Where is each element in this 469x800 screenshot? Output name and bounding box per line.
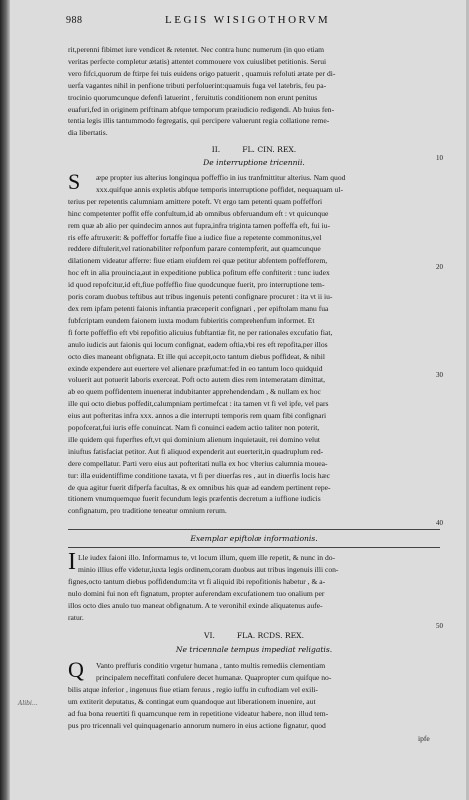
text-line: bilis atque inferior , ingenuus fiue etiam feruus , regio iuffu in cuftodiam vel exili-	[68, 684, 318, 694]
text-line: exinde expendere aut euertere vel alienare præfumat:fed in eo tantum loco quidquid	[68, 363, 323, 373]
margin-note: Alibi...	[18, 700, 38, 707]
drop-cap: S	[68, 169, 81, 194]
text-line: tentia legis illis tantummodo fegregatis, qui percipere valuerunt regia collatione reme-	[68, 116, 330, 126]
text-line: xxx.quifque annis expletis abfque temporis interruptione poffidet, nequaquam ul-	[96, 184, 344, 194]
text-line: dia libertatis.	[68, 128, 108, 138]
text-line: ratur.	[68, 612, 84, 622]
text-line: iniuftus fatisfaciat petitor. Aut fi aliquod expenderit aut euerterit,in quadruplum red-	[68, 446, 324, 456]
section-divider	[68, 529, 440, 530]
law-paragraph	[68, 169, 440, 517]
line-number: 20	[436, 263, 443, 271]
text-line: dilationem videatur afferre: fiue etiam eiufdem rei quæ petitur abfentem poffefforem,	[68, 256, 328, 266]
law-paragraph	[68, 657, 440, 731]
section-heading	[68, 631, 440, 640]
text-line: tur: illa euidentiffime conditione taxata, vt fi per diuerfas res , aut in diuerfis locis hæc	[68, 470, 330, 480]
text-line: fi forte poffeffio eft vbi repofitio alicuius fubftantiæ fit, ne per rationales excufatio fiat,	[68, 327, 333, 337]
text-line: euafuri,fed in originem priftinam abfque temporum præiudicio redigendi. Ab huius fen-	[68, 104, 335, 114]
text-line: poris coram duobus teftibus aut tribus ingenuis petenti confignare procuret : ita vt ii iu-	[68, 292, 333, 302]
text-line: principalem neceffitati confulere decet humanæ. Quapropter cum quifque no-	[96, 672, 332, 682]
text-line: fubfcriptam eundem faionem iuxta modum fubieritis comprehenfum informet. Et	[68, 315, 315, 325]
text-line: pus pro tricennali vel quinquagenario annorum numero in eius actione fignatur, quod	[68, 720, 326, 730]
running-head: LEGIS WISIGOTHORVM	[165, 14, 331, 26]
text-line: dere compellatur. Parti vero eius aut pofteritati nulla ex hoc vlterius calumnia mouea-	[68, 458, 328, 468]
law-number: VI.	[204, 631, 215, 640]
law-title: FL. CIN. REX.	[242, 145, 297, 154]
drop-cap: I	[68, 549, 76, 575]
text-line: minio illius effe videtur,iuxta legis ordinem,coram duobus aut tribus ingenuis illi con-	[78, 564, 339, 574]
text-line: trocinio quorumcunque defenfi latuerint , feruitutis conditionem non erunt penitus	[68, 92, 318, 102]
text-line: illos octo dies anulo tuo maneat obfignatum. A te veronihil exinde aliquatenus aufe-	[68, 600, 323, 610]
text-line: id quod repofcitur,id eft,fiue poffeffio fiue quodcunque fuerit, pro interruptione tem-	[68, 280, 325, 290]
text-line: hoc eft in alia prouincia,aut in expeditione publica pofitum effe conftiterit : tunc iudex	[68, 268, 330, 278]
section-subtitle: Ne tricennale tempus impediat religatis.	[175, 645, 333, 654]
book-page	[10, 0, 466, 800]
line-number: 30	[436, 371, 443, 379]
letter-paragraph	[68, 549, 440, 623]
text-line: dex rem ipfam petenti faionis inftantia præceperit confignari , per epiftolam manu fua	[68, 303, 329, 313]
catchword: ipfe	[418, 734, 430, 743]
text-line: anulo iudicis aut faionis qui locum confignat, eadem oftia,vbi res eft repofita,per illos	[68, 339, 328, 349]
text-line: octo dies maneant obfignata. Et ille qui accepit,octo tantum diebus poffideat, & nihil	[68, 351, 325, 361]
text-line: nulo domini fui non eft fignatum, propter auferendam excufationem tuo onalium per	[68, 588, 325, 598]
line-number: 40	[436, 519, 443, 527]
text-line: Lle iudex faioni illo. Informamus te, vt locum illum, quem ille repetit, & nunc in do-	[78, 553, 336, 562]
text-line: hinc competenter poffit effe confultum,id ab omnibus obferuandum eft : vt quicunque	[68, 208, 329, 218]
text-line: veritas perfecte completur ætatis) attentet commouere vox cuiuslibet petitionis. Serui	[68, 56, 327, 66]
text-line: reddere diftulerit,vel rationabiliter refponfum parare contempferit, aut quamcunque	[68, 244, 321, 254]
text-line: de qua agitur fuerit difperfa facultas, & ex omnibus his quæ ad eandem pertinent repe-	[68, 482, 331, 492]
text-line: æpe propter ius alterius longinqua poffeffio in ius tranfmittitur alterius. Nam quod	[96, 173, 346, 182]
text-line: rit,perenni fibimet iure vendicet & retentet. Nec contra hunc numerum (in quo etiam	[68, 45, 324, 54]
text-line: voluerit aut potuerit laboris exerceat. Poft octo autem dies rem intemeratam dimittat,	[68, 375, 326, 385]
law-title: FLA. RCDS. REX.	[236, 631, 304, 640]
text-line: ille qui octo diebus poffedit,calumpniam pertimefcat : ita tamen vt fi vel ipfe, vel pars	[68, 399, 329, 409]
text-line: popofcerat,fui iuris effe conuincat. Nam fi conuinci eadem actio taliter non poterit,	[68, 423, 320, 433]
line-number: 50	[436, 622, 443, 630]
text-line: ad fua bona reuertiti fi quamcunque rem in repetitione videatur habere, non illud tem-	[68, 708, 329, 718]
section-subtitle: Exemplar epiftolæ informationis.	[190, 534, 318, 543]
text-line: rem quæ ab alio per quindecim annos aut fupra,infra triginta tamen poffeffa eft, fui iu-	[68, 220, 331, 230]
text-line: ille quidem qui fuperftes eft,vt qui dominium alienum inquietauit, rei domino velut	[68, 434, 321, 444]
section-divider	[68, 547, 440, 548]
text-line: ris effe aftruxerit: & poffeffor fortaffe fiue a iudice fiue a repetente commonitus,vel	[68, 232, 322, 242]
line-number: 10	[436, 154, 443, 162]
text-line: confignatum, pro traditione teneatur omnium rerum.	[68, 506, 227, 516]
section-heading	[68, 145, 440, 154]
law-number: II.	[211, 145, 221, 154]
section-subtitle: De interruptione tricennii.	[203, 158, 305, 167]
text-line: titionem vnumquemque fuerit fecundum legis præfentis decretum a iuffione iudicis	[68, 494, 321, 504]
text-line: vero fifci,quorum de ftirpe fei tuis euidens origo patuerit , quamuis refoluti ætate per di-	[68, 68, 336, 78]
text-line: uerfa vagantes nihil in penfione tributi perfoluerint:quamuis fuga vel latebris, feu pa-	[68, 80, 327, 90]
text-line: eius aut pofteritas infra xxx. annos a die interrupti temporis rem quam fibi confignari	[68, 411, 327, 421]
intro-paragraph	[68, 44, 440, 139]
text-line: fignes,octo tantum diebus poffidendum:ita vt fi aliquid ibi repofitionis habetur , & a-	[68, 576, 326, 586]
book-spine-shadow	[0, 0, 10, 800]
text-line: ab eo quem poffidentem inuenerat indubitanter apprehendendam , & nullam ex hoc	[68, 387, 321, 397]
page-number: 988	[66, 15, 83, 26]
drop-cap: Q	[68, 657, 84, 682]
text-line: terius per repetentis calumniam amittere poteft. Vt ergo tam petenti quam poffeffori	[68, 196, 323, 206]
text-line: um extiterit deputatus, & contingat eum quandoque aut liberationem inuenire, aut	[68, 696, 316, 706]
text-line: Vanto preffuris conditio vrgetur humana , tanto multis remediis clementiam	[96, 661, 326, 670]
